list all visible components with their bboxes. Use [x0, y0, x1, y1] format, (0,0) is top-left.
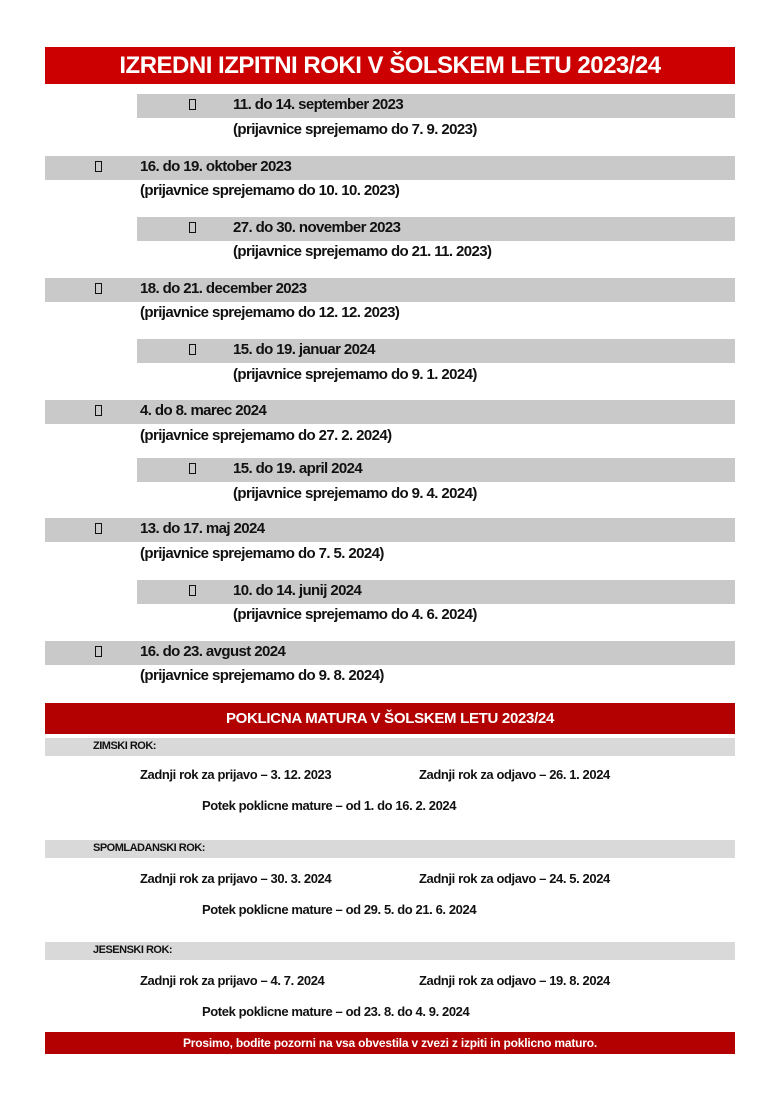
- season-header: [45, 942, 735, 960]
- exam-period-date: 10. do 14. junij 2024: [233, 582, 362, 599]
- exam-period-row: [137, 217, 735, 241]
- registration-deadline: Zadnji rok za prijavo – 3. 12. 2023: [140, 767, 332, 782]
- withdrawal-deadline: Zadnji rok za odjavo – 26. 1. 2024: [419, 767, 610, 782]
- matura-schedule: Potek poklicne mature – od 29. 5. do 21. 6. 2024: [202, 902, 477, 917]
- exam-period-row: [137, 580, 735, 604]
- season-name: SPOMLADANSKI ROK:: [93, 842, 205, 854]
- exam-period-note: (prijavnice sprejemamo do 27. 2. 2024): [140, 427, 392, 444]
- season-header: [45, 840, 735, 858]
- bullet-icon: [95, 161, 102, 172]
- exam-period-note: (prijavnice sprejemamo do 4. 6. 2024): [233, 606, 477, 623]
- registration-deadline: Zadnji rok za prijavo – 30. 3. 2024: [140, 871, 332, 886]
- exam-period-date: 15. do 19. april 2024: [233, 460, 363, 477]
- season-name: JESENSKI ROK:: [93, 944, 173, 956]
- footer-notice: Prosimo, bodite pozorni na vsa obvestila v zvezi z izpiti in poklicno maturo.: [45, 1032, 735, 1054]
- bullet-icon: [95, 283, 102, 294]
- exam-period-note: (prijavnice sprejemamo do 21. 11. 2023): [233, 243, 492, 260]
- bullet-icon: [189, 344, 196, 355]
- bullet-icon: [189, 222, 196, 233]
- season-name: ZIMSKI ROK:: [93, 740, 156, 752]
- withdrawal-deadline: Zadnji rok za odjavo – 19. 8. 2024: [419, 973, 610, 988]
- matura-title: POKLICNA MATURA V ŠOLSKEM LETU 2023/24: [45, 703, 735, 734]
- exam-period-note: (prijavnice sprejemamo do 9. 4. 2024): [233, 485, 477, 502]
- exam-period-row: [45, 641, 735, 665]
- exam-period-date: 16. do 19. oktober 2023: [140, 158, 292, 175]
- season-header: [45, 738, 735, 756]
- exam-period-date: 11. do 14. september 2023: [233, 96, 404, 113]
- exam-period-row: [45, 156, 735, 180]
- exam-period-note: (prijavnice sprejemamo do 10. 10. 2023): [140, 182, 400, 199]
- page-title: IZREDNI IZPITNI ROKI V ŠOLSKEM LETU 2023/24: [45, 47, 735, 84]
- bullet-icon: [189, 463, 196, 474]
- withdrawal-deadline: Zadnji rok za odjavo – 24. 5. 2024: [419, 871, 610, 886]
- exam-period-row: [45, 518, 735, 542]
- exam-period-note: (prijavnice sprejemamo do 9. 8. 2024): [140, 667, 384, 684]
- exam-period-note: (prijavnice sprejemamo do 7. 5. 2024): [140, 545, 384, 562]
- bullet-icon: [189, 99, 196, 110]
- matura-schedule: Potek poklicne mature – od 1. do 16. 2. 2024: [202, 798, 457, 813]
- matura-schedule: Potek poklicne mature – od 23. 8. do 4. 9. 2024: [202, 1004, 470, 1019]
- exam-period-note: (prijavnice sprejemamo do 9. 1. 2024): [233, 366, 477, 383]
- exam-period-row: [45, 400, 735, 424]
- exam-period-date: 13. do 17. maj 2024: [140, 520, 265, 537]
- bullet-icon: [95, 646, 102, 657]
- bullet-icon: [189, 585, 196, 596]
- exam-period-date: 4. do 8. marec 2024: [140, 402, 267, 419]
- exam-period-row: [137, 94, 735, 118]
- bullet-icon: [95, 405, 102, 416]
- exam-period-row: [45, 278, 735, 302]
- exam-period-date: 16. do 23. avgust 2024: [140, 643, 286, 660]
- exam-period-note: (prijavnice sprejemamo do 12. 12. 2023): [140, 304, 400, 321]
- exam-period-row: [137, 458, 735, 482]
- exam-period-note: (prijavnice sprejemamo do 7. 9. 2023): [233, 121, 477, 138]
- exam-period-date: 27. do 30. november 2023: [233, 219, 401, 236]
- exam-period-date: 15. do 19. januar 2024: [233, 341, 375, 358]
- bullet-icon: [95, 523, 102, 534]
- exam-period-row: [137, 339, 735, 363]
- exam-period-date: 18. do 21. december 2023: [140, 280, 307, 297]
- registration-deadline: Zadnji rok za prijavo – 4. 7. 2024: [140, 973, 325, 988]
